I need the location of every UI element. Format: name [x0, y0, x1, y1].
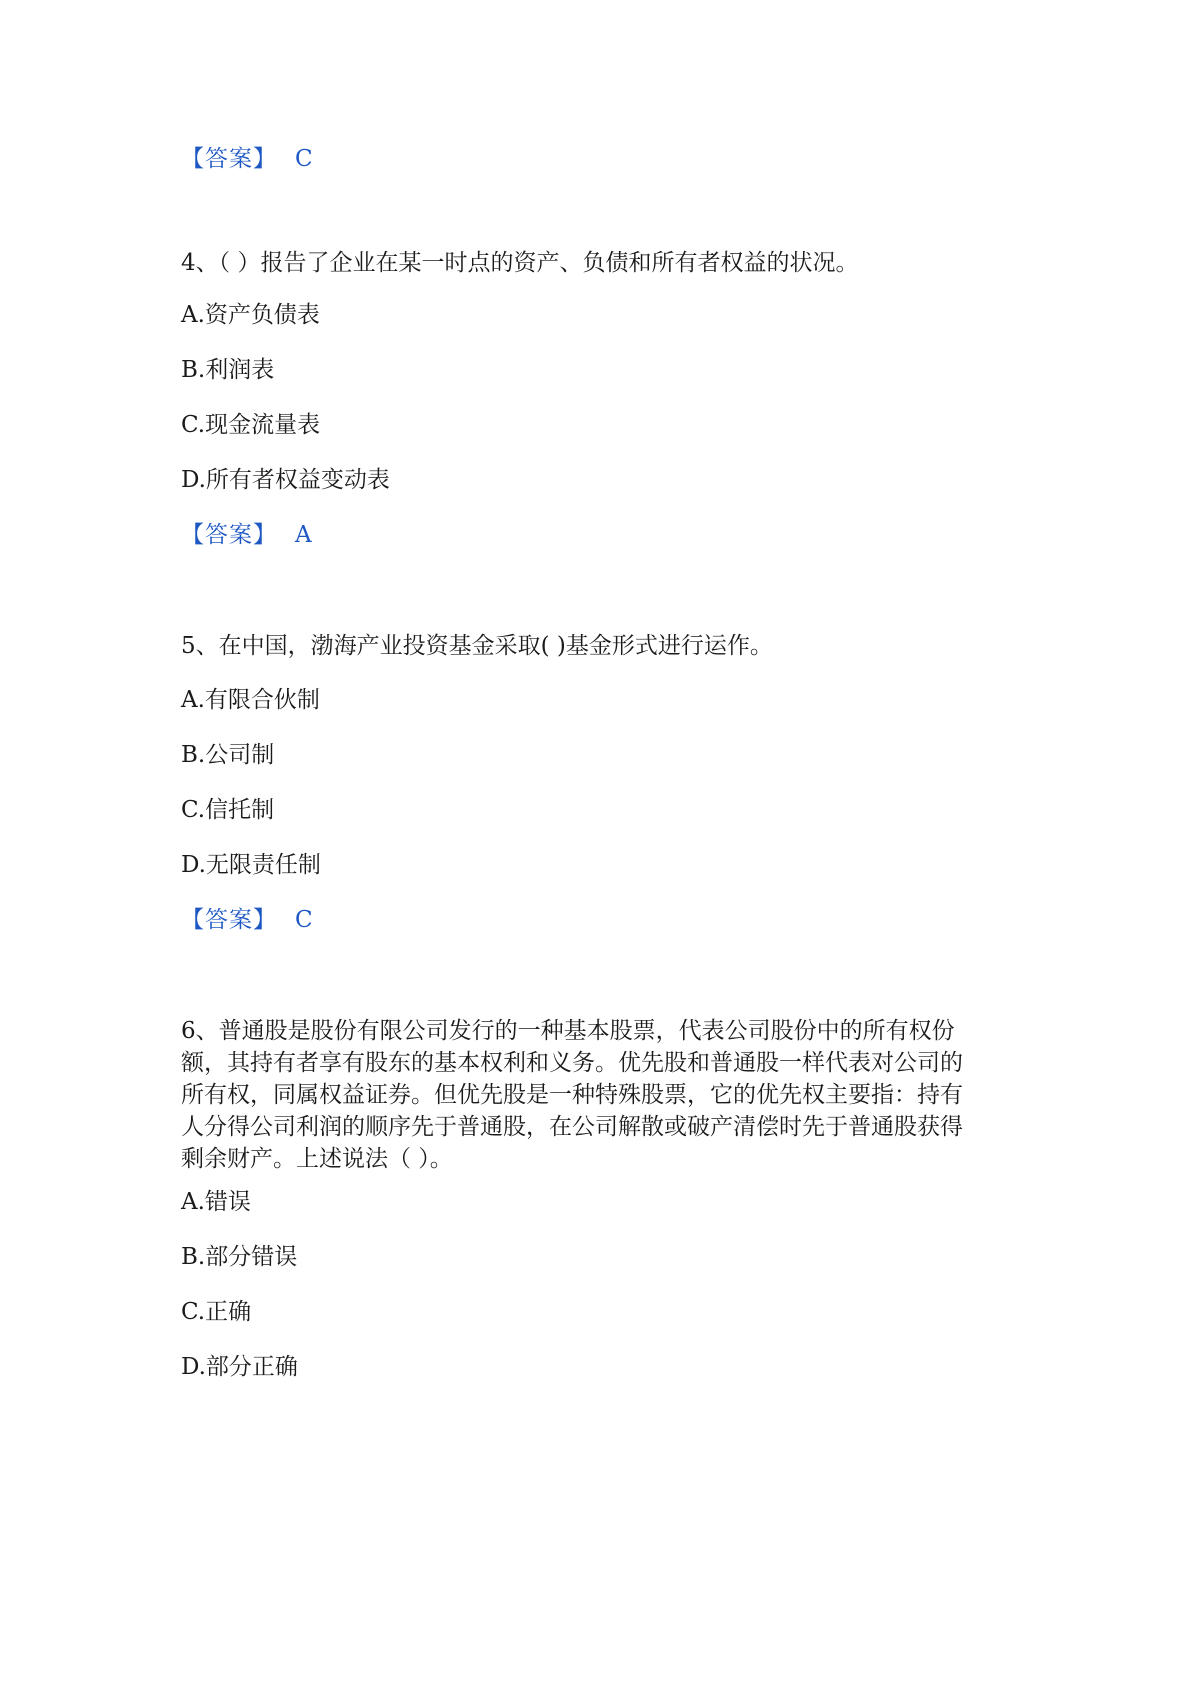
question-6-line: 人分得公司利润的顺序先于普通股，在公司解散或破产清偿时先于普通股获得 [181, 1114, 963, 1140]
answer-label: 【答案】 [181, 907, 277, 933]
answer-value: C [295, 907, 313, 933]
question-6-option-d: D.部分正确 [181, 1354, 298, 1380]
question-5-text: 5、在中国，渤海产业投资基金采取( )基金形式进行运作。 [181, 633, 773, 659]
question-4-option-c: C.现金流量表 [181, 412, 321, 438]
question-6-text [181, 1015, 1011, 1175]
question-6-option-c: C.正确 [181, 1299, 252, 1325]
answer-value: C [295, 146, 313, 172]
question-6-line: 所有权，同属权益证券。但优先股是一种特殊股票，它的优先权主要指：持有 [181, 1082, 963, 1108]
question-4-option-b: B.利润表 [181, 357, 275, 383]
question-4-option-a: A.资产负债表 [181, 302, 320, 328]
answer-value: A [295, 522, 312, 548]
answer-label: 【答案】 [181, 522, 277, 548]
answer-line-q5 [181, 904, 313, 936]
answer-line-q4 [181, 519, 312, 551]
question-4-option-d: D.所有者权益变动表 [181, 467, 390, 493]
question-5-option-a: A.有限合伙制 [181, 687, 320, 713]
question-6-option-a: A.错误 [181, 1189, 251, 1215]
question-5-option-c: C.信托制 [181, 797, 275, 823]
question-6-line: 6、普通股是股份有限公司发行的一种基本股票，代表公司股份中的所有权份 [181, 1018, 955, 1044]
question-6-line: 额，其持有者享有股东的基本权利和义务。优先股和普通股一样代表对公司的 [181, 1050, 963, 1076]
question-4-text: 4、（ ）报告了企业在某一时点的资产、负债和所有者权益的状况。 [181, 250, 859, 276]
question-5-option-b: B.公司制 [181, 742, 275, 768]
question-6-option-b: B.部分错误 [181, 1244, 298, 1270]
answer-line-q3 [181, 143, 313, 175]
question-5-option-d: D.无限责任制 [181, 852, 321, 878]
question-6-line: 剩余财产。上述说法（ ）。 [181, 1146, 453, 1172]
answer-label: 【答案】 [181, 146, 277, 172]
